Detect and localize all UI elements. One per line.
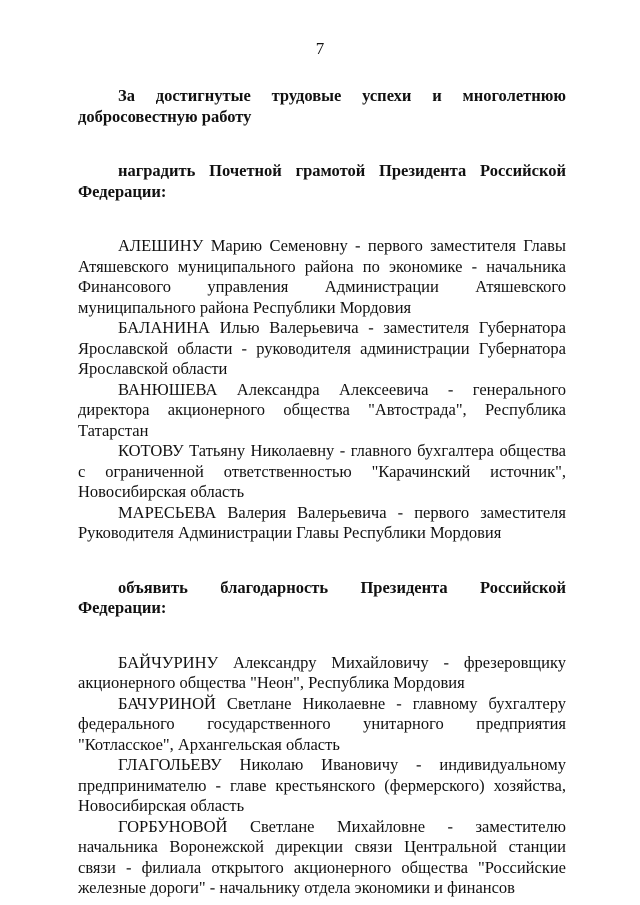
certificate-recipients-list (78, 236, 566, 544)
recipient-entry: ГЛАГОЛЬЕВУ Николаю Ивановичу - индивидуальному предпринимателю - главе крестьянского (фермерского) хозяйства, Новосибирская область (78, 755, 566, 815)
award-heading-certificate: наградить Почетной грамотой Президента Российской Федерации: (78, 161, 566, 201)
recipient-entry: ВАНЮШЕВА Александра Алексеевича - генерального директора акционерного общества "Автострада", Республика Татарстан (78, 379, 566, 440)
decree-text (78, 86, 566, 899)
recipient-entry: КОТОВУ Татьяну Николаевну - главного бухгалтера общества с ограниченной ответственностью "Карачинский источник", Новосибирская область (78, 441, 566, 501)
award-heading-gratitude: объявить благодарность Президента Российской Федерации: (78, 577, 566, 617)
intro-paragraph: За достигнутые трудовые успехи и многолетнюю добросовестную работу (78, 86, 566, 126)
gratitude-recipients-list (78, 653, 566, 899)
recipient-entry: БАЙЧУРИНУ Александру Михайловичу - фрезеровщику акционерного общества "Неон", Республика Мордовия (78, 652, 566, 692)
recipient-entry: БАЧУРИНОЙ Светлане Николаевне - главному бухгалтеру федерального государственного унитарного предприятия "Котласское", Архангельская область (78, 693, 566, 754)
page-number: 7 (315, 39, 325, 58)
recipient-entry: ГОРБУНОВОЙ Светлане Михайловне - заместителю начальника Воронежской дирекции связи Центральной станции связи - филиала открытого акционерного общества "Российские железные дороги" - начальнику отдела экономики и финансов (78, 816, 566, 897)
recipient-entry: МАРЕСЬЕВА Валерия Валерьевича - первого заместителя Руководителя Администрации Главы Республики Мордовия (78, 502, 566, 542)
recipient-entry: АЛЕШИНУ Марию Семеновну - первого заместителя Главы Атяшевского муниципального района по экономике - начальника Финансового управления Администрации Атяшевского муниципального района Республики Мордовия (78, 236, 566, 317)
recipient-entry: БАЛАНИНА Илью Валерьевича - заместителя Губернатора Ярославской области - руководителя администрации Губернатора Ярославской области (78, 318, 566, 378)
